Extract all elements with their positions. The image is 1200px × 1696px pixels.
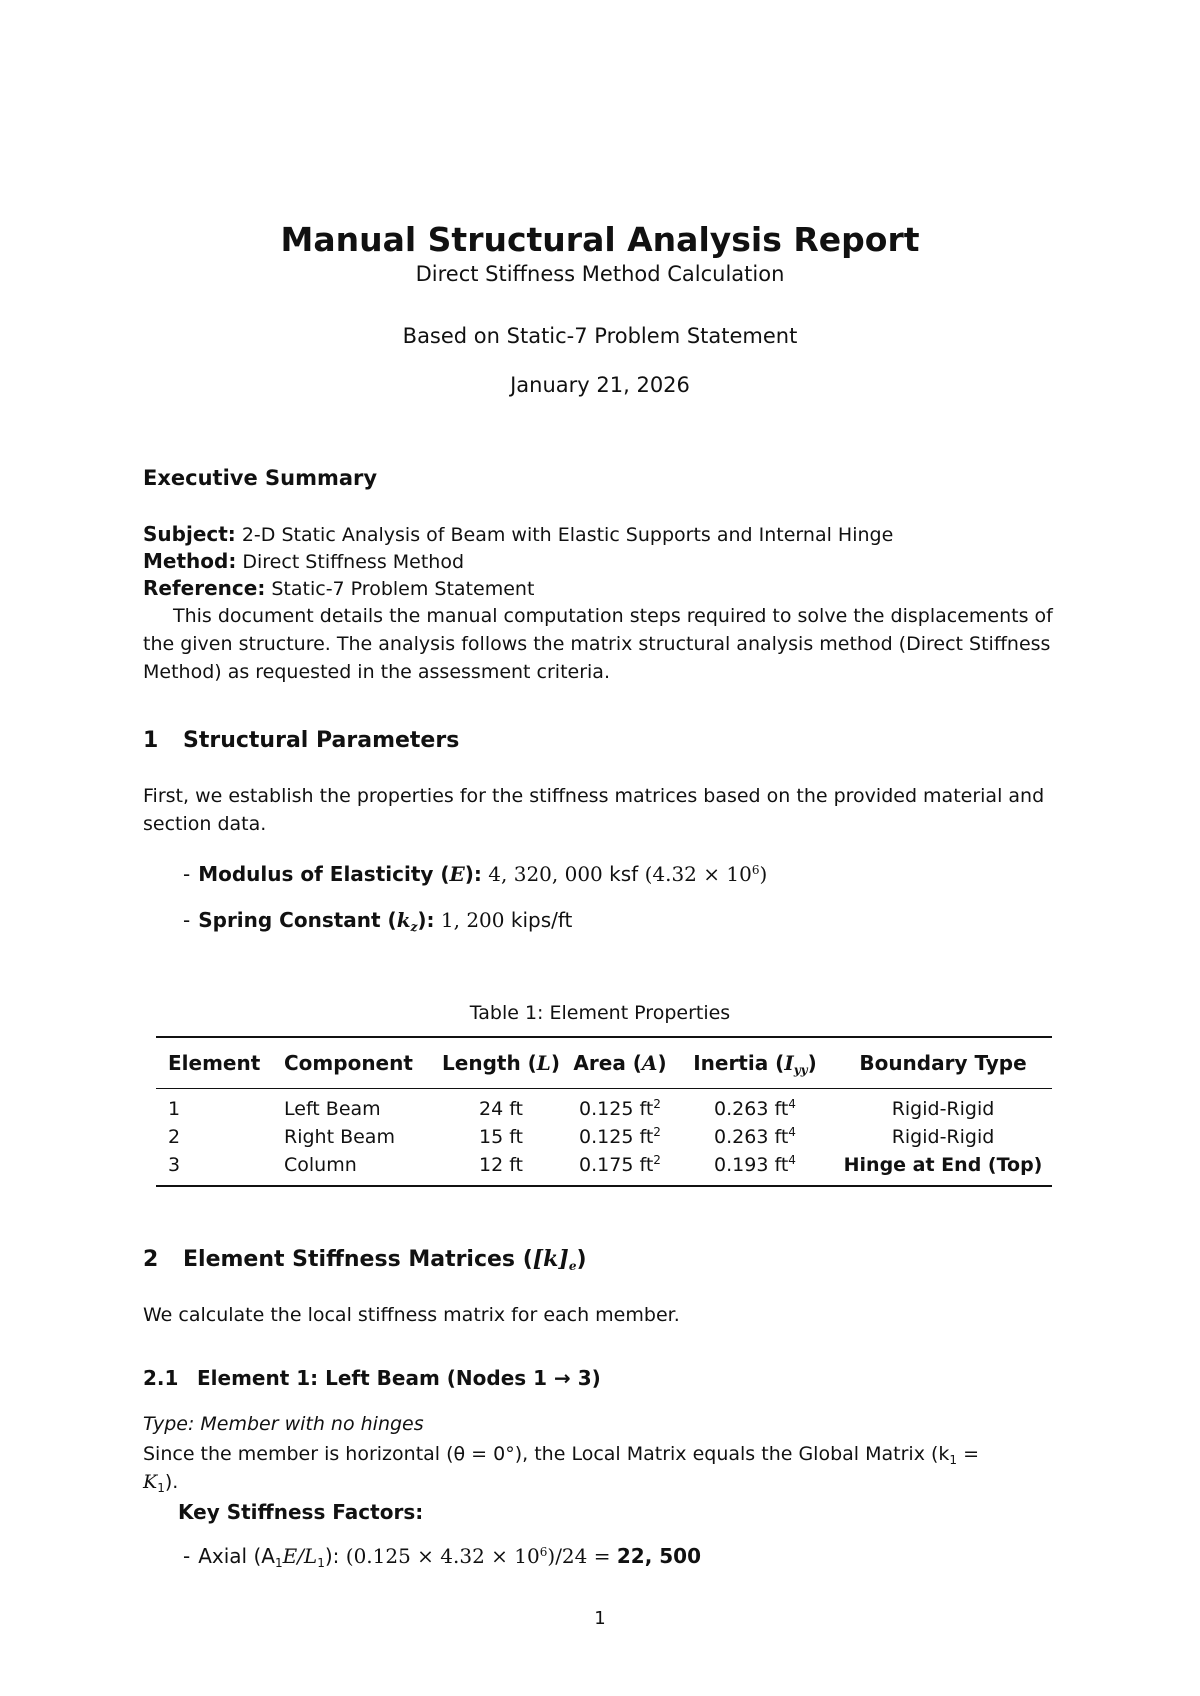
bullet-spring-symbol-sub: z xyxy=(410,920,418,934)
cell-area-text: 0.175 ft xyxy=(579,1154,654,1176)
cell-component: Left Beam xyxy=(284,1098,381,1120)
bullet-modulus xyxy=(183,862,767,886)
bullet-modulus-extra xyxy=(645,862,768,886)
cell-inertia-exp: 4 xyxy=(788,1125,796,1139)
reference-label: Reference: xyxy=(143,576,266,600)
cell-component: Right Beam xyxy=(284,1126,395,1148)
bullet-spring-value: 1, 200 xyxy=(440,908,505,932)
table-row xyxy=(156,1123,1052,1151)
cell-inertia-exp: 4 xyxy=(788,1097,796,1111)
page-number: 1 xyxy=(594,1608,606,1629)
section-2-intro: We calculate the local stiffness matrix for each member. xyxy=(143,1304,680,1326)
section-2-math-sub: e xyxy=(568,1259,577,1273)
method-label: Method: xyxy=(143,549,237,573)
bullet-modulus-extra-end: ) xyxy=(759,862,768,886)
cell-element: 2 xyxy=(168,1126,181,1148)
bullet-modulus-extra-text: (4.32 × 10 xyxy=(644,862,752,886)
cell-area-exp: 2 xyxy=(653,1097,661,1111)
bullet-modulus-value: 4, 320, 000 xyxy=(488,862,603,886)
section-2-1-line1-sub: 1 xyxy=(949,1453,958,1467)
col-inertia-symbol xyxy=(784,1051,807,1075)
cell-length: 24 ft xyxy=(478,1098,524,1120)
axial-label: Axial (A xyxy=(198,1544,275,1568)
col-length xyxy=(438,1037,564,1089)
section-1-intro: First, we establish the properties for the stiffness matrices based on the provided material and section data. xyxy=(143,785,1045,835)
bullet-spring-symbol xyxy=(397,908,418,932)
section-2-1-line1-end: = xyxy=(957,1443,979,1465)
cell-inertia-text: 0.193 ft xyxy=(714,1154,789,1176)
bullet-modulus-label: Modulus of Elasticity ( xyxy=(198,862,450,886)
subject-line xyxy=(143,522,893,546)
bullet-modulus-unit: ksf xyxy=(609,862,639,886)
axial-label-mid: E/L xyxy=(282,1544,318,1568)
bullet-modulus-extra-exp: 6 xyxy=(751,863,760,877)
table-header-row xyxy=(156,1037,1052,1089)
col-inertia-end: ) xyxy=(807,1051,817,1075)
section-1-number: 1 xyxy=(143,728,159,753)
axial-expr-text: (0.125 × 4.32 × 10 xyxy=(345,1544,540,1568)
element-properties-table xyxy=(156,1036,1052,1187)
cell-area-exp: 2 xyxy=(653,1125,661,1139)
subject-value: 2-D Static Analysis of Beam with Elastic Supports and Internal Hinge xyxy=(241,524,894,546)
cell-boundary: Rigid-Rigid xyxy=(891,1126,995,1148)
col-inertia-text: Inertia ( xyxy=(693,1051,785,1075)
axial-expression xyxy=(346,1544,611,1568)
cell-component: Column xyxy=(284,1154,357,1176)
bullet-dash: - xyxy=(183,862,191,886)
section-1-title: Structural Parameters xyxy=(183,728,460,753)
section-2-heading xyxy=(143,1246,587,1272)
reference-value: Static-7 Problem Statement xyxy=(271,578,535,600)
cell-boundary: Rigid-Rigid xyxy=(891,1098,995,1120)
cell-area xyxy=(564,1089,676,1124)
method-line xyxy=(143,549,464,573)
cell-area-text: 0.125 ft xyxy=(579,1126,654,1148)
report-date: January 21, 2026 xyxy=(510,373,690,397)
bullet-axial xyxy=(183,1544,701,1568)
col-area-end: ) xyxy=(657,1051,667,1075)
cell-length: 15 ft xyxy=(478,1126,524,1148)
member-type: Type: Member with no hinges xyxy=(143,1413,424,1435)
table-row xyxy=(156,1151,1052,1186)
col-area xyxy=(564,1037,676,1089)
cell-area-exp: 2 xyxy=(653,1153,661,1167)
bullet-dash: - xyxy=(183,1544,191,1568)
axial-result: 22, 500 xyxy=(616,1544,701,1568)
section-2-1-line2: K xyxy=(143,1471,158,1493)
axial-label-end: ): xyxy=(324,1544,340,1568)
cell-length: 12 ft xyxy=(478,1154,524,1176)
cell-element: 1 xyxy=(168,1098,181,1120)
section-2-math xyxy=(533,1246,577,1272)
bullet-spring-label-end: ): xyxy=(417,908,435,932)
col-length-end: ) xyxy=(550,1051,560,1075)
col-length-symbol: L xyxy=(536,1051,551,1075)
col-area-symbol: A xyxy=(641,1051,658,1075)
cell-inertia-text: 0.263 ft xyxy=(714,1126,789,1148)
axial-label-sub2: 1 xyxy=(317,1556,325,1570)
col-inertia-symbol-i: I xyxy=(784,1051,794,1075)
col-area-text: Area ( xyxy=(573,1051,642,1075)
section-2-math-k: [k] xyxy=(532,1246,569,1272)
section-2-title: Element Stiffness Matrices ( xyxy=(183,1247,533,1272)
bullet-modulus-symbol: E xyxy=(449,862,465,886)
bullet-dash: - xyxy=(183,908,191,932)
cell-inertia xyxy=(676,1151,834,1186)
bullet-spring-symbol-k: k xyxy=(396,908,411,932)
section-2-1-number: 2.1 xyxy=(143,1366,179,1390)
report-title: Manual Structural Analysis Report xyxy=(280,220,920,259)
summary-paragraph: This document details the manual computation steps required to solve the displacements of the given structure. The analysis follows the matrix structural analysis method (Direct Stiffness Method) as requested in the assessment criteria. xyxy=(143,605,1053,683)
key-stiffness-factors-heading: Key Stiffness Factors: xyxy=(178,1500,424,1524)
cell-inertia-text: 0.263 ft xyxy=(714,1098,789,1120)
section-2-1-heading xyxy=(143,1366,601,1390)
section-2-1-line1: Since the member is horizontal (θ = 0°), the Local Matrix equals the Global Matrix (k xyxy=(143,1443,950,1465)
section-2-1-title: Element 1: Left Beam (Nodes 1 → 3) xyxy=(197,1366,601,1390)
col-inertia-symbol-sub: yy xyxy=(793,1063,808,1077)
col-component: Component xyxy=(284,1051,413,1075)
method-value: Direct Stiffness Method xyxy=(242,551,465,573)
report-subtitle: Direct Stiffness Method Calculation xyxy=(415,262,785,286)
cell-inertia xyxy=(676,1123,834,1151)
cell-inertia-exp: 4 xyxy=(788,1153,796,1167)
col-length-text: Length ( xyxy=(442,1051,537,1075)
axial-label-sub: 1 xyxy=(274,1556,283,1570)
section-2-number: 2 xyxy=(143,1247,159,1272)
cell-area-text: 0.125 ft xyxy=(579,1098,654,1120)
table-row xyxy=(156,1089,1052,1124)
bullet-spring-unit: kips/ft xyxy=(510,908,573,932)
col-inertia xyxy=(676,1037,834,1089)
executive-summary-heading: Executive Summary xyxy=(143,466,378,490)
col-element: Element xyxy=(168,1051,261,1075)
bullet-modulus-label-end: ): xyxy=(464,862,482,886)
section-1-heading xyxy=(143,728,459,753)
section-2-1-line2-end: ). xyxy=(164,1471,179,1493)
cell-area xyxy=(564,1151,676,1186)
cell-boundary: Hinge at End (Top) xyxy=(843,1154,1043,1176)
axial-expr-exp: 6 xyxy=(539,1545,548,1559)
section-2-1-text xyxy=(143,1440,1065,1496)
based-on-line: Based on Static-7 Problem Statement xyxy=(402,324,798,348)
cell-inertia xyxy=(676,1089,834,1124)
section-2-1-line2-sub: 1 xyxy=(157,1481,165,1495)
axial-expr-end: )/24 = xyxy=(547,1544,611,1568)
section-2-title-end: ) xyxy=(576,1247,587,1272)
reference-line xyxy=(143,576,534,600)
table-caption: Table 1: Element Properties xyxy=(469,1002,731,1024)
cell-area xyxy=(564,1123,676,1151)
bullet-spring-label: Spring Constant ( xyxy=(198,908,397,932)
subject-label: Subject: xyxy=(143,522,236,546)
col-boundary-type: Boundary Type xyxy=(859,1051,1027,1075)
bullet-spring xyxy=(183,908,572,932)
cell-element: 3 xyxy=(168,1154,181,1176)
